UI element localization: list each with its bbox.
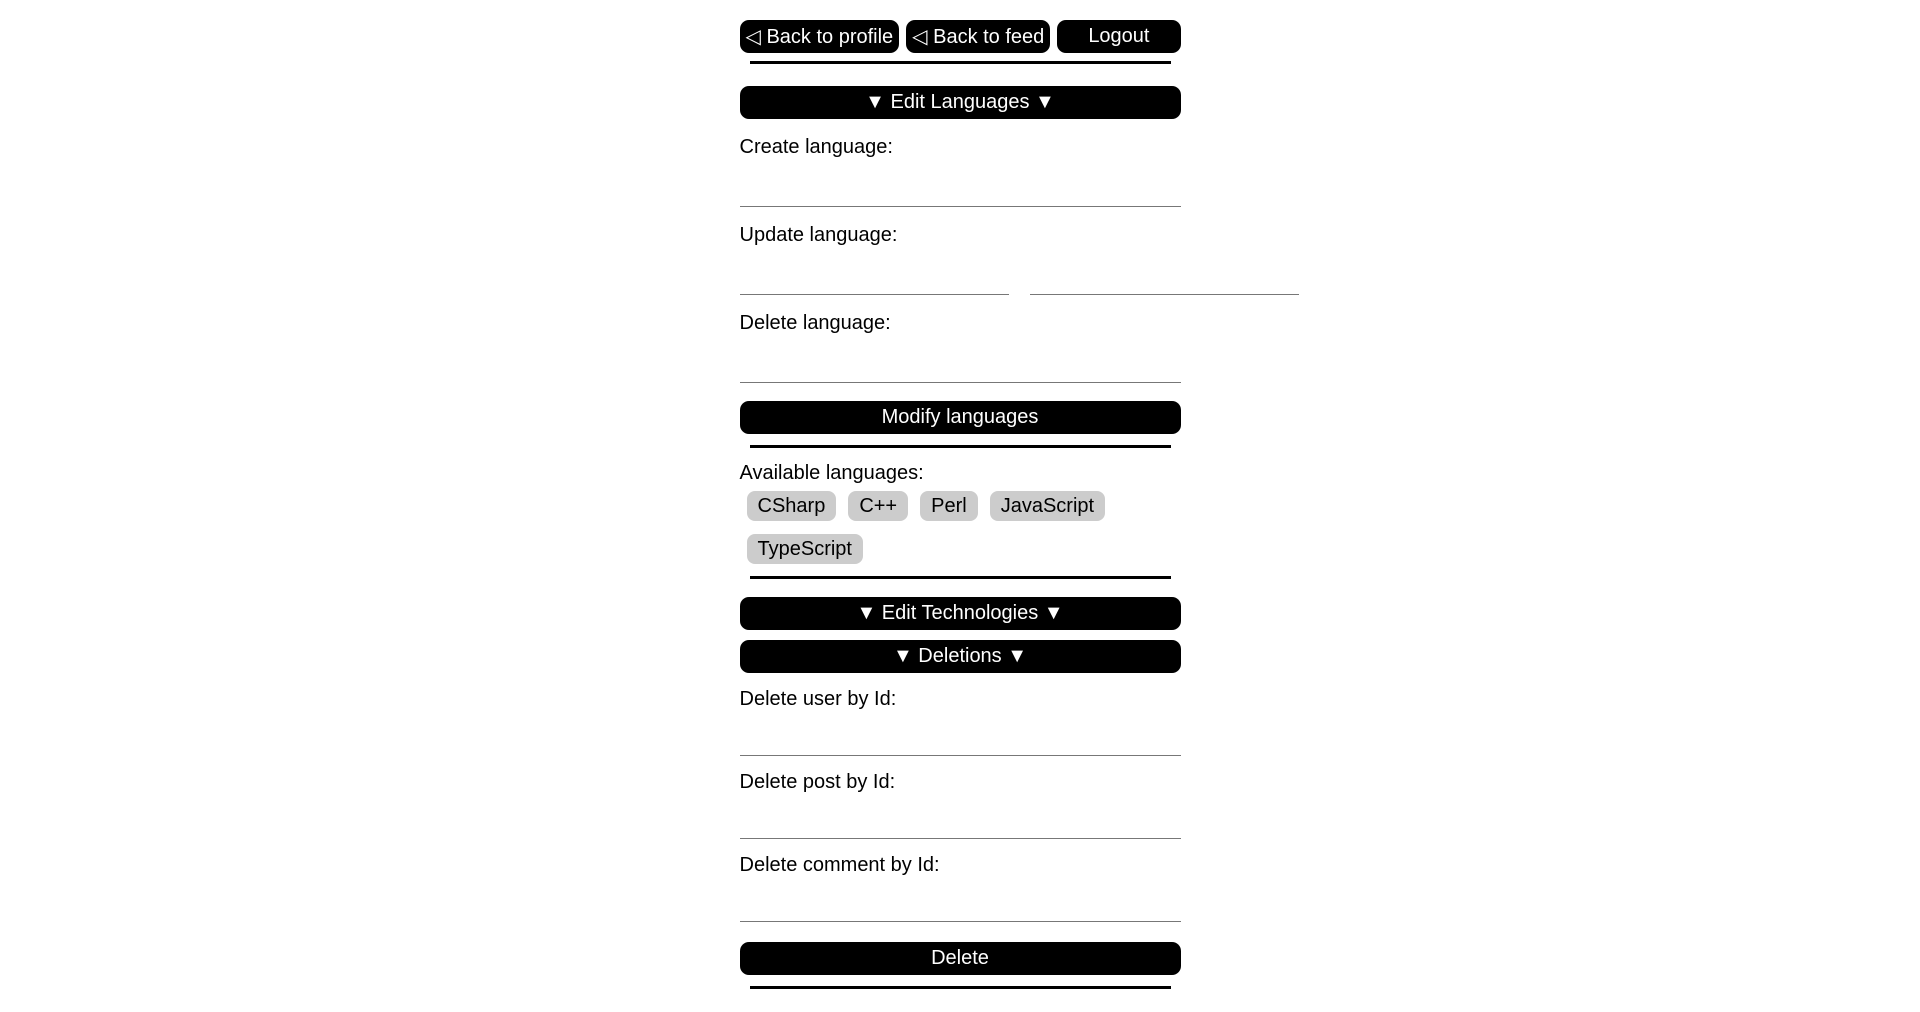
delete-user-id-input[interactable] <box>740 729 1181 756</box>
deletions-fields <box>740 688 1181 922</box>
back-to-feed-button[interactable]: ◁ Back to feed <box>906 20 1050 53</box>
update-language-input-1[interactable] <box>740 268 1009 295</box>
delete-comment-id-input[interactable] <box>740 895 1181 922</box>
language-chip: JavaScript <box>990 491 1105 521</box>
edit-technologies-toggle[interactable]: ▼ Edit Technologies ▼ <box>740 597 1181 630</box>
admin-panel <box>740 0 1181 989</box>
delete-comment-field <box>740 854 1181 922</box>
languages-divider-top <box>750 445 1171 448</box>
deletions-toggle[interactable]: ▼ Deletions ▼ <box>740 640 1181 673</box>
create-language-field <box>740 136 1181 207</box>
language-chips <box>740 491 1181 564</box>
create-language-label: Create language: <box>739 136 893 158</box>
modify-languages-button[interactable]: Modify languages <box>740 401 1181 434</box>
delete-language-input[interactable] <box>740 356 1181 383</box>
update-language-inputs <box>740 268 1181 295</box>
topbar <box>740 20 1181 53</box>
topbar-divider <box>750 61 1171 64</box>
delete-user-field <box>740 688 1181 756</box>
delete-button[interactable]: Delete <box>740 942 1181 975</box>
delete-post-label: Delete post by Id: <box>739 771 896 793</box>
create-language-input[interactable] <box>740 180 1181 207</box>
delete-post-field <box>740 771 1181 839</box>
back-to-profile-button[interactable]: ◁ Back to profile <box>740 20 900 53</box>
update-language-input-2[interactable] <box>1030 268 1299 295</box>
language-chip: Perl <box>920 491 978 521</box>
available-languages-title: Available languages: <box>739 462 924 484</box>
delete-language-field <box>740 312 1181 383</box>
update-language-field <box>740 224 1181 295</box>
language-chip: CSharp <box>747 491 837 521</box>
delete-comment-label: Delete comment by Id: <box>739 854 940 876</box>
delete-language-label: Delete language: <box>739 312 891 334</box>
update-language-label: Update language: <box>739 224 898 246</box>
language-chip: C++ <box>848 491 908 521</box>
delete-post-id-input[interactable] <box>740 812 1181 839</box>
logout-button[interactable]: Logout <box>1057 20 1180 53</box>
delete-user-label: Delete user by Id: <box>739 688 897 710</box>
deletions-divider <box>750 986 1171 989</box>
languages-divider-bottom <box>750 576 1171 579</box>
language-chip: TypeScript <box>747 534 863 564</box>
edit-languages-toggle[interactable]: ▼ Edit Languages ▼ <box>740 86 1181 119</box>
